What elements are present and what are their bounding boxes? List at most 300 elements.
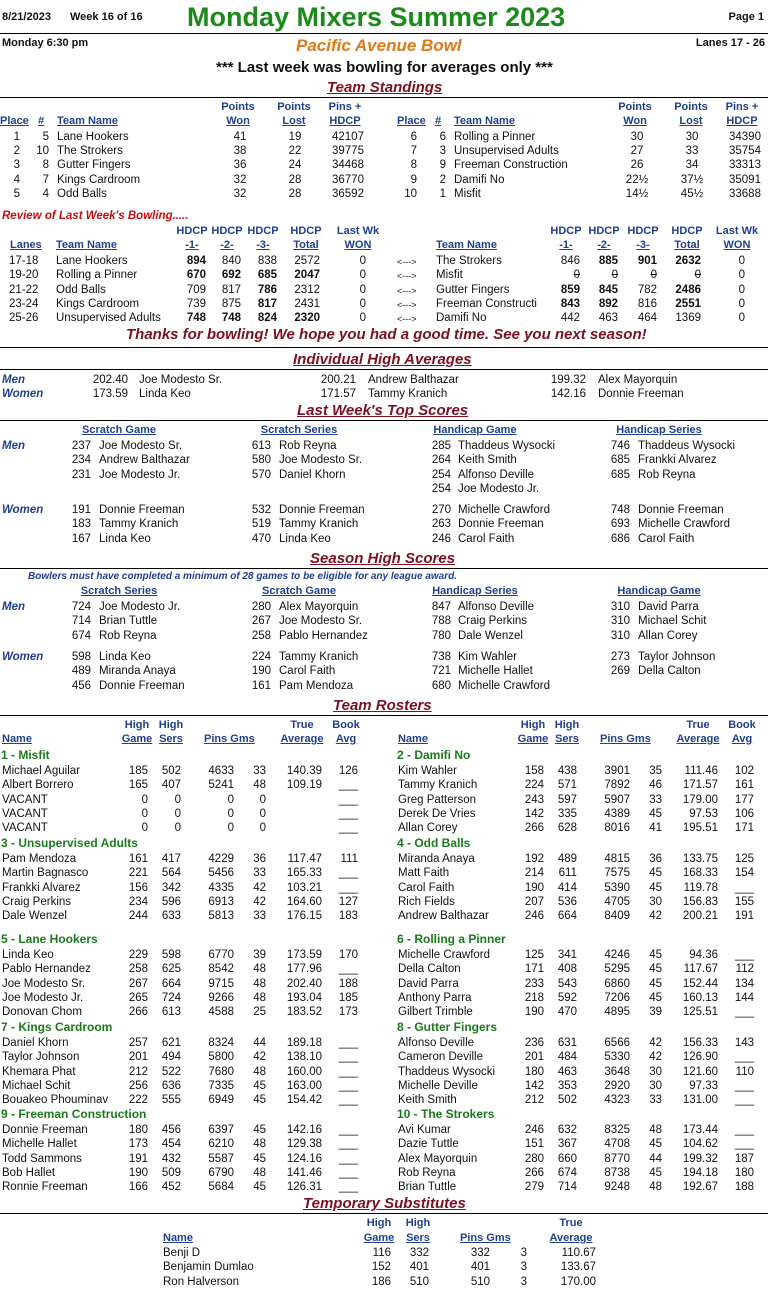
roster-games: 45 [649,807,662,820]
season-score: 161 [251,679,271,692]
season-col-header: Handicap Game [617,585,701,597]
roster-pins: 7680 [208,1065,234,1078]
standing-won: 27 [630,145,644,157]
season-bowler: Taylor Johnson [638,651,716,663]
notice: *** Last week was bowling for averages only *** [216,59,553,76]
top-score: 263 [431,518,451,531]
roster-bowler-name: Michelle Crawford [398,949,491,961]
section-team-standings: Team Standings [327,79,443,96]
season-score: 738 [431,651,451,663]
roster-book-avg: ___ [338,1124,358,1136]
bowler-name: Andrew Balthazar [368,374,459,386]
roster-true-avg: 152.44 [682,977,718,990]
roster-high-game: 201 [524,1051,544,1064]
roster-true-avg: 189.18 [286,1037,322,1049]
roster-high-series: 597 [557,793,577,806]
roster-pins: 4323 [604,1094,630,1107]
league-title: Monday Mixers Summer 2023 [187,2,566,32]
review-score-b: 2486 [675,284,701,296]
col-header: HDCP [627,225,659,237]
roster-true-avg: 126.90 [682,1051,718,1064]
top-score: 285 [431,440,451,452]
roster-high-game: 166 [128,1181,148,1194]
roster-high-series: 636 [161,1079,181,1092]
roster-true-avg: 124.16 [286,1152,322,1165]
team-roster-title: 3 - Unsupervised Adults [1,836,138,850]
season-col-header: Scratch Game [262,585,336,597]
roster-high-game: 246 [524,910,544,923]
roster-bowler-name: Dale Wenzel [2,910,67,923]
roster-pins: 5456 [208,867,234,880]
season-bowler: Miranda Anaya [99,665,176,678]
standing-won: 32 [233,188,247,200]
review-lanes: 17-18 [9,255,39,267]
review-lanes: 21-22 [9,284,39,296]
top-score: 686 [610,532,630,545]
roster-high-series: 438 [557,765,577,777]
roster-high-series: 417 [161,853,181,865]
roster-pins: 7335 [208,1079,234,1092]
roster-bowler-name: Greg Patterson [398,793,476,806]
roster-pins: 8542 [208,963,234,976]
sub-true-avg: 110.67 [561,1247,596,1259]
review-score-b: 885 [598,255,618,267]
roster-high-series: 335 [557,807,577,820]
roster-book-avg: 102 [734,765,754,777]
roster-games: 33 [253,765,266,777]
roster-games: 45 [253,1124,266,1136]
col-header: Book [728,719,756,731]
roster-high-game: 161 [128,853,148,865]
roster-games: 46 [649,779,662,792]
roster-true-avg: 111.46 [684,765,718,777]
roster-bowler-name: Taylor Johnson [2,1051,80,1064]
week-label: Week 16 of 16 [70,11,143,23]
roster-true-avg: 194.18 [682,1166,718,1179]
roster-bowler-name: Keith Smith [398,1094,457,1107]
roster-pins: 4633 [208,765,234,777]
col-header: HDCP [726,115,758,127]
standing-place: 2 [13,145,20,157]
roster-pins: 0 [227,793,234,806]
standing-team-num: 4 [42,188,49,200]
roster-high-game: 151 [524,1138,544,1151]
standing-place: 8 [410,159,417,171]
top-col-header: Handicap Series [616,424,702,436]
roster-high-game: 233 [524,977,544,990]
season-bowler: Carol Faith [279,665,336,678]
roster-true-avg: 131.00 [682,1094,718,1107]
roster-true-avg: 200.21 [682,910,718,923]
top-score: 167 [71,532,91,545]
roster-pins: 0 [227,807,234,820]
roster-high-game: 171 [524,963,544,976]
eligibility-note: Bowlers must have completed a minimum of 28 games to be eligible for any league award. [28,571,458,582]
season-score: 258 [251,629,271,642]
sub-bowler-name: Ron Halverson [163,1275,240,1288]
average-value: 142.16 [550,388,586,400]
roster-true-avg: 176.15 [286,910,322,923]
roster-true-avg: 141.46 [286,1166,322,1179]
season-score: 224 [251,651,271,663]
roster-games: 36 [649,853,662,865]
season-bowler: Michael Schit [638,615,707,628]
section-team-rosters: Team Rosters [333,697,432,714]
standing-place: 4 [13,174,20,186]
roster-book-avg: 185 [338,991,358,1004]
roster-book-avg: ___ [338,1152,358,1165]
season-score: 680 [431,679,451,692]
bowler-name: Joe Modesto Sr. [139,374,223,386]
col-header: Place [397,115,426,127]
standings-divider [0,97,768,98]
col-header: HDCP [329,115,361,127]
review-score-a: 685 [257,269,277,281]
col-header: Lost [679,115,703,127]
roster-high-series: 660 [557,1152,577,1165]
top-score: 234 [71,454,91,467]
roster-true-avg: 164.60 [286,895,322,908]
review-won-a: 0 [359,312,366,324]
roster-bowler-name: Dazie Tuttle [398,1138,459,1151]
review-score-b: 463 [598,312,618,324]
review-won-a: 0 [359,298,366,310]
standing-pins: 36592 [332,188,364,200]
col-header: -2- [220,239,234,251]
roster-high-series: 724 [161,991,181,1004]
roster-high-game: 180 [128,1124,148,1136]
roster-true-avg: 154.42 [286,1094,322,1107]
roster-games: 33 [649,1094,662,1107]
standing-team-name: Rolling a Pinner [454,131,536,143]
roster-high-series: 494 [161,1051,181,1064]
season-col-header: Scratch Series [80,585,158,597]
col-header: -1- [185,239,199,251]
sub-high-game: 116 [372,1247,391,1259]
roster-pins: 5390 [604,881,630,894]
season-bowler: Alfonso Deville [458,601,535,613]
standing-team-name: Freeman Construction [454,159,568,171]
roster-bowler-name: Martin Bagnasco [2,867,89,880]
roster-book-avg: ___ [734,1124,754,1136]
roster-games: 42 [649,1037,662,1049]
roster-pins: 4705 [604,895,630,908]
roster-games: 48 [253,779,266,792]
roster-true-avg: 171.57 [682,779,718,792]
roster-bowler-name: Bob Hallet [2,1166,56,1179]
roster-book-avg: 188 [734,1181,754,1194]
season-score: 724 [71,601,91,613]
section-temporary-substitutes: Temporary Substitutes [303,1195,466,1212]
roster-true-avg: 168.33 [682,867,718,880]
review-score-a: 838 [257,255,277,267]
roster-high-series: 564 [161,867,181,880]
team-roster-title: 6 - Rolling a Pinner [397,932,506,946]
col-header: Place [0,115,29,127]
roster-book-avg: ___ [734,949,754,961]
top-bowler: Thaddeus Wysocki [458,440,556,452]
roster-book-avg: 134 [734,977,754,990]
roster-games: 44 [253,1037,266,1049]
review-score-b: 464 [637,312,657,324]
sub-high-series: 401 [409,1261,429,1274]
roster-pins: 0 [227,822,234,835]
top-score: 264 [431,454,451,467]
roster-high-series: 631 [557,1037,577,1049]
roster-high-series: 509 [161,1166,181,1179]
review-score-b: 0 [611,269,618,281]
standing-pins: 36770 [332,174,364,186]
roster-true-avg: 125.51 [682,1006,718,1019]
roster-bowler-name: Bouakeo Phouminav [2,1094,109,1107]
roster-high-series: 674 [557,1166,577,1179]
team-roster-title: 7 - Kings Cardroom [1,1020,113,1034]
roster-true-avg: 117.47 [287,853,322,865]
roster-book-avg: ___ [338,1181,358,1194]
col-header: Pins Gms [460,1232,511,1244]
average-value: 200.21 [320,374,356,386]
roster-high-series: 432 [161,1152,181,1165]
roster-book-avg: ___ [338,1138,358,1151]
standing-lost: 37½ [680,174,704,186]
col-header: True [290,719,314,731]
roster-high-game: 267 [128,977,148,990]
roster-high-series: 522 [161,1065,181,1078]
report-date: 8/21/2023 [2,11,51,23]
top-bowler: Tammy Kranich [279,518,359,531]
standing-pins: 35754 [729,145,761,157]
roster-true-avg: 121.60 [682,1065,718,1078]
roster-bowler-name: Della Calton [398,963,461,976]
roster-high-series: 555 [161,1094,181,1107]
review-score-b: 816 [637,298,657,310]
review-team-a: Rolling a Pinner [56,269,138,281]
season-score: 310 [610,615,630,628]
roster-pins: 6860 [604,977,630,990]
roster-pins: 4335 [208,881,234,894]
standing-team-name: Kings Cardroom [57,174,141,186]
roster-pins: 5907 [604,793,630,806]
roster-book-avg: ___ [734,1051,754,1064]
roster-book-avg: 161 [734,779,754,792]
season-score: 310 [610,601,630,613]
season-bowler: Joe Modesto Jr. [99,601,181,613]
roster-pins: 5800 [208,1051,234,1064]
sub-pins: 332 [470,1247,490,1259]
roster-games: 39 [253,949,266,961]
col-header: High [405,1217,431,1229]
team-roster-title: 9 - Freeman Construction [1,1107,147,1121]
roster-games: 44 [649,1152,662,1165]
roster-high-game: 266 [128,1006,148,1019]
standing-place: 5 [13,188,20,200]
roster-bowler-name: Michelle Hallet [2,1138,77,1151]
standing-team-num: 5 [42,131,49,143]
roster-book-avg: 155 [734,895,754,908]
sub-high-game: 186 [371,1275,391,1288]
team-roster-title: 2 - Damifi No [397,748,471,762]
roster-games: 48 [649,1124,662,1136]
roster-book-avg: 187 [734,1152,754,1165]
review-score-a: 2572 [294,255,320,267]
season-bowler: Della Calton [638,665,701,678]
standing-lost: 24 [288,159,302,171]
roster-high-series: 628 [557,822,577,835]
top-bowler: Alfonso Deville [458,468,535,481]
top-bowler: Linda Keo [279,532,331,545]
col-header: Won [623,115,647,127]
roster-bowler-name: Allan Corey [398,822,458,835]
day-time: Monday 6:30 pm [2,37,89,49]
roster-book-avg: 143 [734,1037,754,1049]
roster-high-game: 266 [524,1166,544,1179]
roster-high-series: 456 [161,1124,181,1136]
season-score: 721 [431,665,451,678]
roster-bowler-name: Tammy Kranich [398,779,478,792]
col-header: Pins + [725,101,759,113]
roster-book-avg: ___ [338,963,358,976]
standing-team-num: 3 [439,145,446,157]
roster-pins: 8770 [604,1152,630,1165]
roster-high-series: 353 [557,1079,577,1092]
top-score: 746 [610,440,630,452]
review-won-b: 0 [738,269,745,281]
review-score-b: 901 [637,255,657,267]
col-header: # [435,115,442,127]
roster-games: 35 [649,765,662,777]
roster-games: 45 [253,1152,266,1165]
roster-bowler-name: Rich Fields [398,895,455,908]
col-header: HDCP [176,225,208,237]
women-label: Women [2,504,44,516]
roster-bowler-name: Derek De Vries [398,807,476,820]
standing-lost: 22 [288,145,302,157]
top-bowler: Joe Modesto Sr. [99,440,183,452]
roster-high-game: 201 [128,1051,148,1064]
roster-true-avg: 199.32 [682,1152,718,1165]
roster-games: 0 [259,822,266,835]
team-roster-title: 4 - Odd Balls [397,836,471,850]
roster-pins: 9715 [208,977,234,990]
col-header: Points [618,101,652,113]
roster-games: 42 [253,881,266,894]
col-header: Total [293,239,319,251]
roster-games: 48 [253,1138,266,1151]
roster-book-avg: ___ [338,822,358,835]
season-bowler: Rob Reyna [99,629,157,642]
roster-book-avg: ___ [338,1094,358,1107]
season-bowler: Dale Wenzel [458,629,523,642]
roster-high-game: 207 [524,895,544,908]
roster-book-avg: 112 [735,963,754,976]
sub-pins: 510 [470,1275,490,1288]
roster-high-game: 221 [128,867,148,880]
roster-high-series: 536 [557,895,577,908]
roster-high-series: 484 [557,1051,577,1064]
roster-high-game: 218 [524,991,544,1004]
review-score-b: 846 [560,255,580,267]
roster-high-series: 489 [557,853,577,865]
roster-high-series: 407 [161,779,181,792]
roster-bowler-name: Andrew Balthazar [398,910,489,923]
col-header: Points [277,101,311,113]
top-bowler: Carol Faith [458,532,515,545]
roster-true-avg: 97.33 [689,1079,718,1092]
col-header: Team Name [56,239,117,251]
roster-book-avg: ___ [338,807,358,820]
top-bowler: Michelle Crawford [638,518,731,531]
roster-high-game: 212 [524,1094,544,1107]
season-bowler: Alex Mayorquin [279,601,359,613]
standing-pins: 33688 [729,188,761,200]
roster-high-game: 158 [524,765,544,777]
roster-high-game: 0 [141,807,148,820]
sub-true-avg: 133.67 [560,1261,596,1274]
roster-high-series: 613 [161,1006,181,1019]
standing-team-name: The Strokers [57,145,123,157]
roster-book-avg: ___ [338,1166,358,1179]
roster-pins: 8324 [208,1037,234,1049]
roster-bowler-name: Ronnie Freeman [2,1181,88,1194]
standing-team-name: Lane Hookers [57,131,129,143]
men-label: Men [2,374,25,386]
roster-bowler-name: Cameron Deville [398,1051,484,1064]
review-score-a: 670 [186,269,206,281]
roster-games: 45 [649,977,662,990]
average-value: 171.57 [320,388,356,400]
review-score-a: 817 [257,298,277,310]
season-bowler: Kim Wahler [458,651,517,663]
roster-high-series: 470 [557,1006,577,1019]
roster-true-avg: 173.59 [286,949,322,961]
col-header: HDCP [671,225,703,237]
review-score-a: 824 [257,312,277,324]
season-bowler: Craig Perkins [458,615,528,628]
standing-lost: 30 [685,131,699,143]
roster-true-avg: 142.16 [286,1124,322,1136]
roster-pins: 5330 [604,1051,630,1064]
season-bowler: Brian Tuttle [99,615,158,628]
versus-arrow: <---> [397,271,417,281]
roster-true-avg: 103.21 [286,881,322,894]
roster-high-series: 502 [161,765,181,777]
season-score: 847 [431,601,451,613]
bowler-name: Tammy Kranich [368,388,448,400]
season-score: 456 [71,679,91,692]
roster-high-series: 342 [161,881,181,894]
col-header: Team Name [57,115,118,127]
page-number: Page 1 [728,11,764,23]
roster-true-avg: 156.33 [682,1037,718,1049]
roster-true-avg: 104.62 [682,1138,718,1151]
bowler-name: Alex Mayorquin [598,374,678,386]
season-score: 190 [251,665,271,678]
roster-games: 45 [253,1079,266,1092]
roster-bowler-name: Pablo Hernandez [2,963,91,976]
roster-bowler-name: Linda Keo [2,949,54,961]
col-header: Points [674,101,708,113]
roster-book-avg: 125 [734,853,754,865]
roster-high-game: 266 [524,822,544,835]
col-header: Total [674,239,700,251]
roster-games: 48 [253,963,266,976]
col-header: HDCP [211,225,243,237]
roster-book-avg: ___ [338,1051,358,1064]
top-score: 693 [610,518,630,531]
col-header: Last Wk [336,225,380,237]
col-header: High [520,719,546,731]
standing-lost: 28 [288,188,302,200]
